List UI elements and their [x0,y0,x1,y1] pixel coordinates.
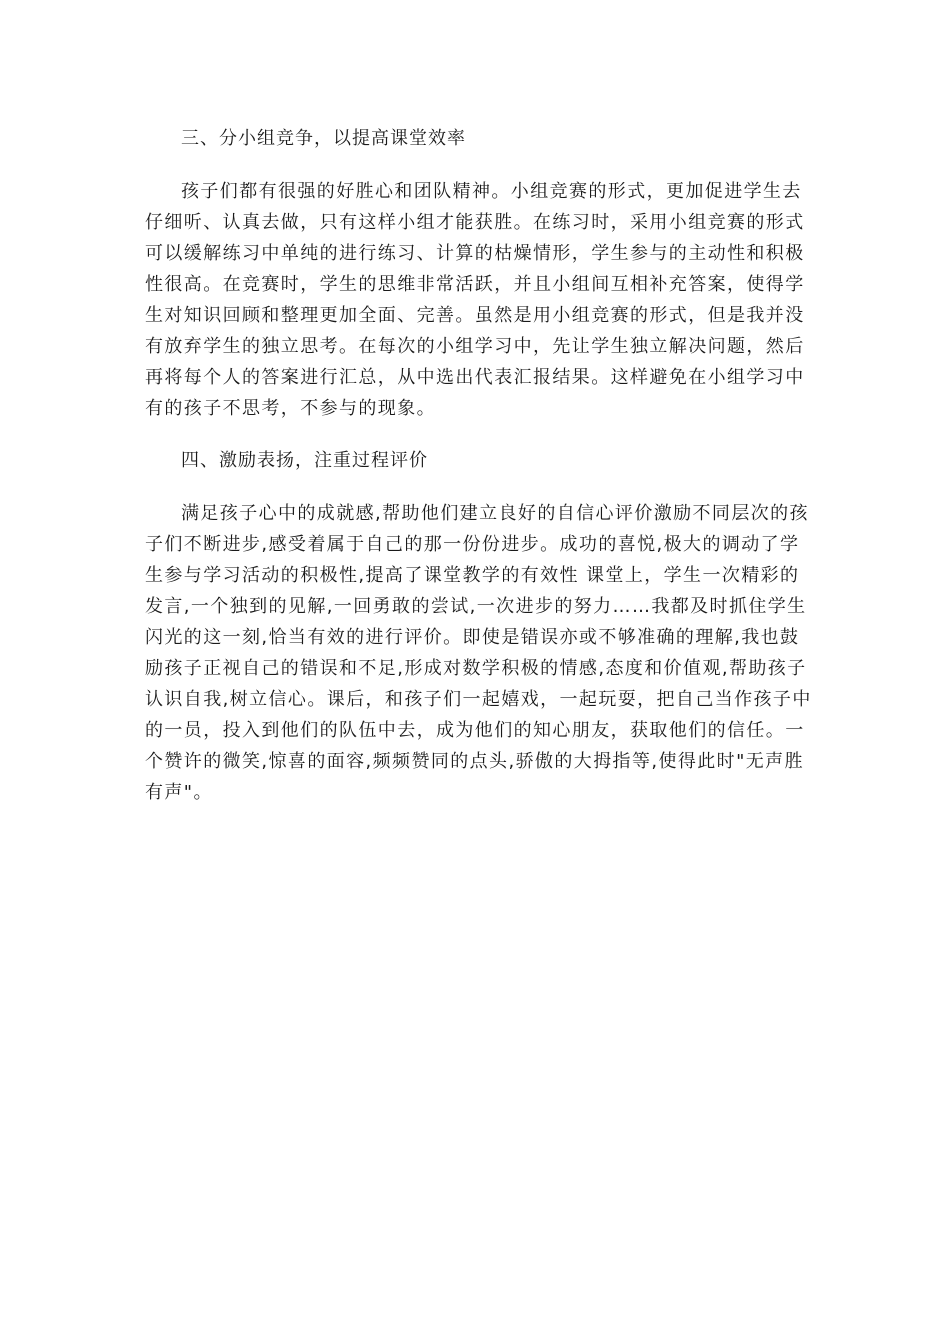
document-body [145,124,812,830]
text-line: 个赞许的微笑,惊喜的面容,频频赞同的点头,骄傲的大拇指等,使得此时"无声胜 [145,751,804,772]
text-line: 性很高。在竞赛时，学生的思维非常活跃，并且小组间互相补充答案，使得学 [145,274,805,295]
text-line: 生参与学习活动的积极性,提高了课堂教学的有效性 课堂上，学生一次精彩的 [145,565,800,586]
text-line: 闪光的这一刻,恰当有效的进行评价。即使是错误亦或不够准确的理解,我也鼓 [145,627,800,648]
text-line: 认识自我,树立信心。课后，和孩子们一起嬉戏，一起玩耍，把自己当作孩子中 [145,689,812,710]
text-line: 发言,一个独到的见解,一回勇敢的尝试,一次进步的努力……我都及时抓住学生 [145,596,807,617]
text-line: 子们不断进步,感受着属于自己的那一份份进步。成功的喜悦,极大的调动了学 [145,534,800,555]
text-line: 的一员，投入到他们的队伍中去，成为他们的知心朋友，获取他们的信任。一 [145,720,805,741]
section-heading-3: 三、分小组竞争，以提高课堂效率 [181,128,466,149]
section-paragraph-4 [145,498,812,808]
text-line: 生对知识回顾和整理更加全面、完善。虽然是用小组竞赛的形式，但是我并没 [145,305,805,326]
text-line: 孩子们都有很强的好胜心和团队精神。小组竞赛的形式，更加促进学生去 [181,181,802,202]
text-line: 有的孩子不思考，不参与的现象。 [145,398,436,419]
text-line: 可以缓解练习中单纯的进行练习、计算的枯燥情形，学生参与的主动性和积极 [145,243,805,264]
text-line: 再将每个人的答案进行汇总，从中选出代表汇报结果。这样避免在小组学习中 [145,367,805,388]
section-paragraph-3 [145,176,805,424]
text-line: 有声"。 [145,782,213,803]
text-line: 满足孩子心中的成就感,帮助他们建立良好的自信心评价激励不同层次的孩 [181,503,809,524]
text-line: 仔细听、认真去做，只有这样小组才能获胜。在练习时，采用小组竞赛的形式 [145,212,805,233]
text-line: 励孩子正视自己的错误和不足,形成对数学积极的情感,态度和价值观,帮助孩子 [145,658,807,679]
text-line: 有放弃学生的独立思考。在每次的小组学习中，先让学生独立解决问题，然后 [145,336,805,357]
section-heading-4: 四、激励表扬，注重过程评价 [181,450,428,471]
